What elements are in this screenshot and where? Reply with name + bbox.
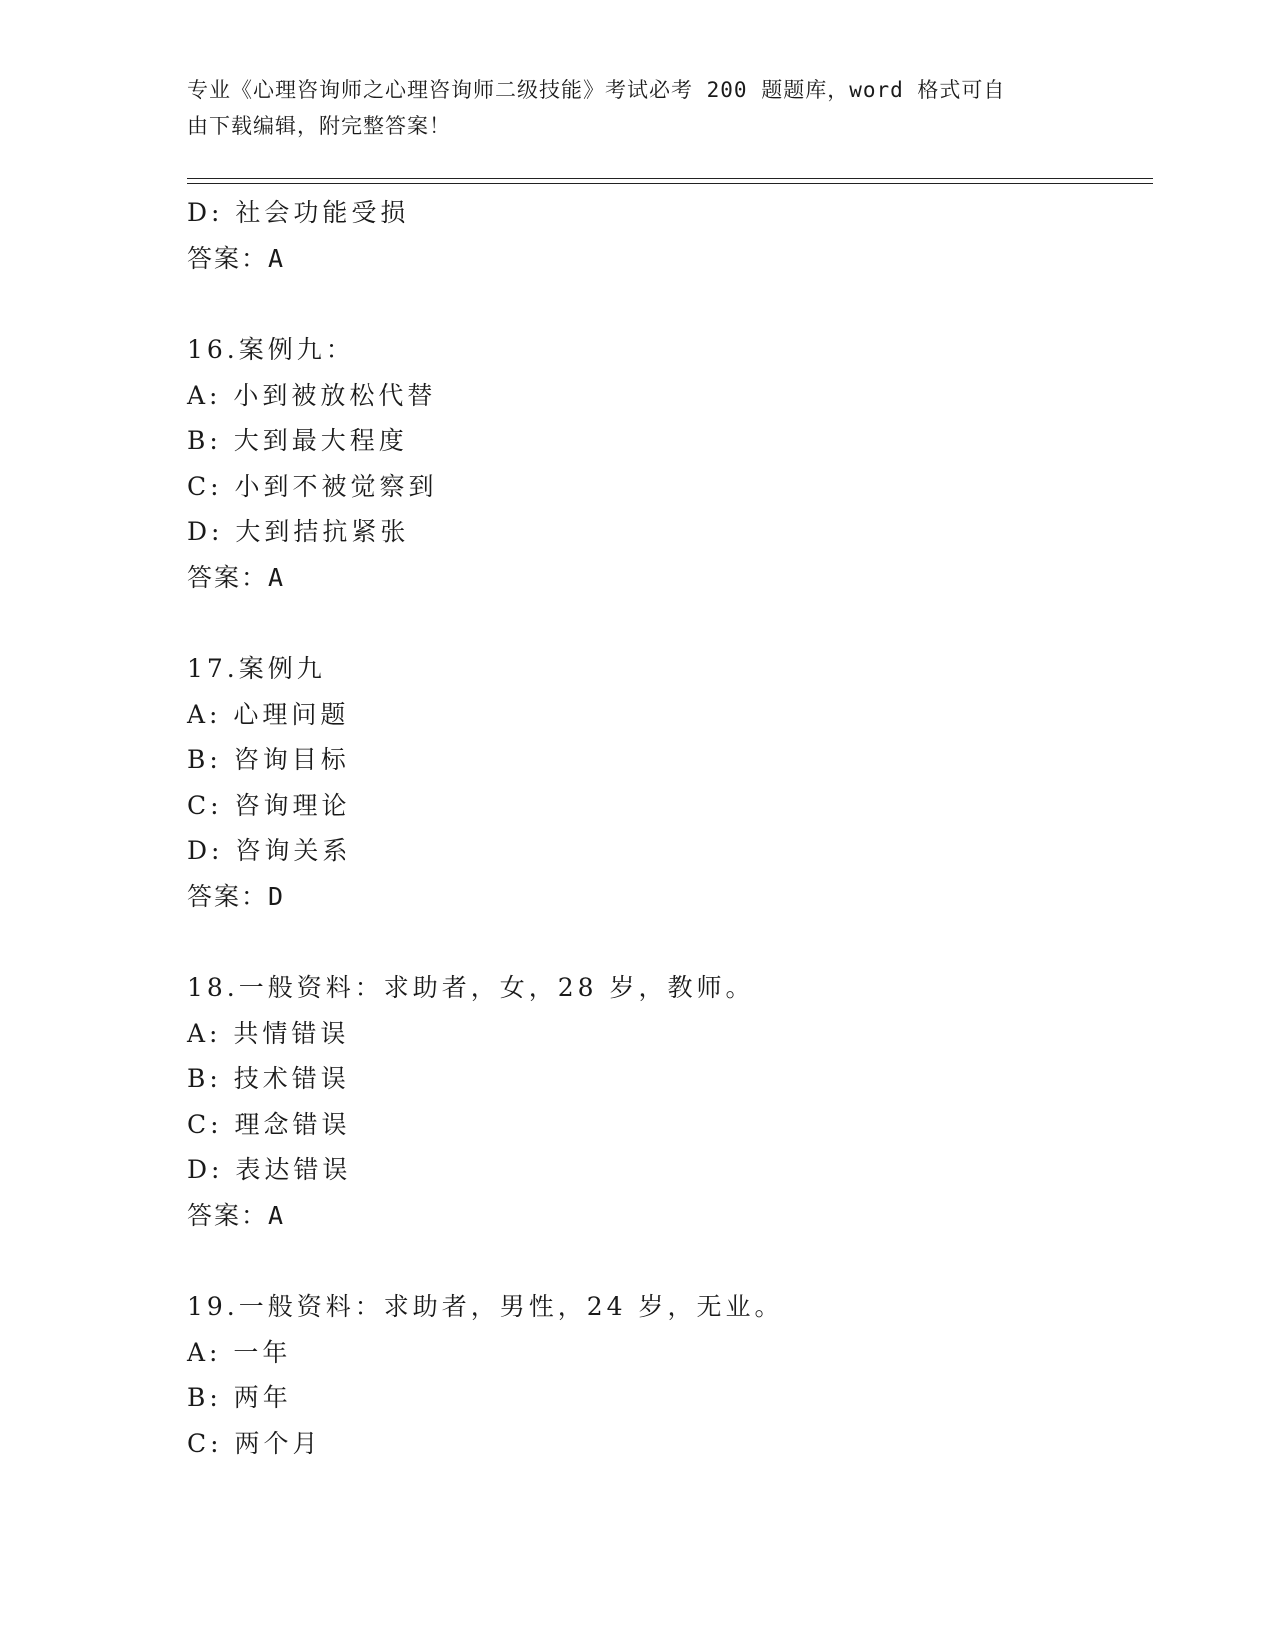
header-divider-bottom bbox=[187, 183, 1153, 184]
answer-line bbox=[187, 555, 1147, 601]
document-header bbox=[187, 72, 1067, 144]
option-c: C: 小到不被觉察到 bbox=[187, 471, 438, 501]
answer-value: A bbox=[268, 1200, 286, 1230]
option-b: B: 咨询目标 bbox=[187, 745, 350, 774]
answer-label: 答案： bbox=[187, 1200, 269, 1230]
option-a: A: 小到被放松代替 bbox=[187, 380, 437, 410]
spacer bbox=[187, 281, 1147, 327]
question-stem: 17.案例九 bbox=[187, 654, 326, 683]
answer-line bbox=[187, 1193, 1147, 1239]
option-a: A: 心理问题 bbox=[187, 699, 350, 729]
option-d: D: 表达错误 bbox=[187, 1155, 352, 1184]
answer-label: 答案： bbox=[187, 562, 269, 592]
option-d: D: 社会功能受损 bbox=[187, 198, 410, 227]
spacer bbox=[187, 1238, 1147, 1284]
option-a: A: 一年 bbox=[187, 1337, 292, 1367]
option-a: A: 共情错误 bbox=[187, 1018, 350, 1048]
answer-value: A bbox=[268, 243, 286, 273]
header-line-2: 由下载编辑，附完整答案！ bbox=[187, 114, 451, 138]
answer-value: D bbox=[268, 881, 286, 911]
header-divider-top bbox=[187, 178, 1153, 179]
option-c: C: 理念错误 bbox=[187, 1109, 351, 1139]
question-content bbox=[187, 190, 1147, 1466]
option-b: B: 技术错误 bbox=[187, 1064, 350, 1093]
option-c: C: 咨询理论 bbox=[187, 790, 351, 820]
option-c: C: 两个月 bbox=[187, 1428, 322, 1458]
spacer bbox=[187, 919, 1147, 965]
answer-label: 答案： bbox=[187, 243, 269, 273]
question-stem: 16.案例九： bbox=[187, 335, 355, 364]
answer-value: A bbox=[268, 562, 286, 592]
spacer bbox=[187, 600, 1147, 646]
question-stem: 19.一般资料：求助者，男性，24 岁，无业。 bbox=[187, 1292, 784, 1321]
answer-line bbox=[187, 236, 1147, 282]
option-b: B: 大到最大程度 bbox=[187, 426, 408, 455]
option-d: D: 咨询关系 bbox=[187, 836, 352, 865]
header-line-1: 专业《心理咨询师之心理咨询师二级技能》考试必考 200 题题库，word 格式可自 bbox=[187, 78, 1006, 102]
question-stem: 18.一般资料：求助者，女，28 岁，教师。 bbox=[187, 973, 755, 1002]
option-b: B: 两年 bbox=[187, 1383, 292, 1412]
option-d: D: 大到拮抗紧张 bbox=[187, 517, 410, 546]
answer-line bbox=[187, 874, 1147, 920]
answer-label: 答案： bbox=[187, 881, 269, 911]
